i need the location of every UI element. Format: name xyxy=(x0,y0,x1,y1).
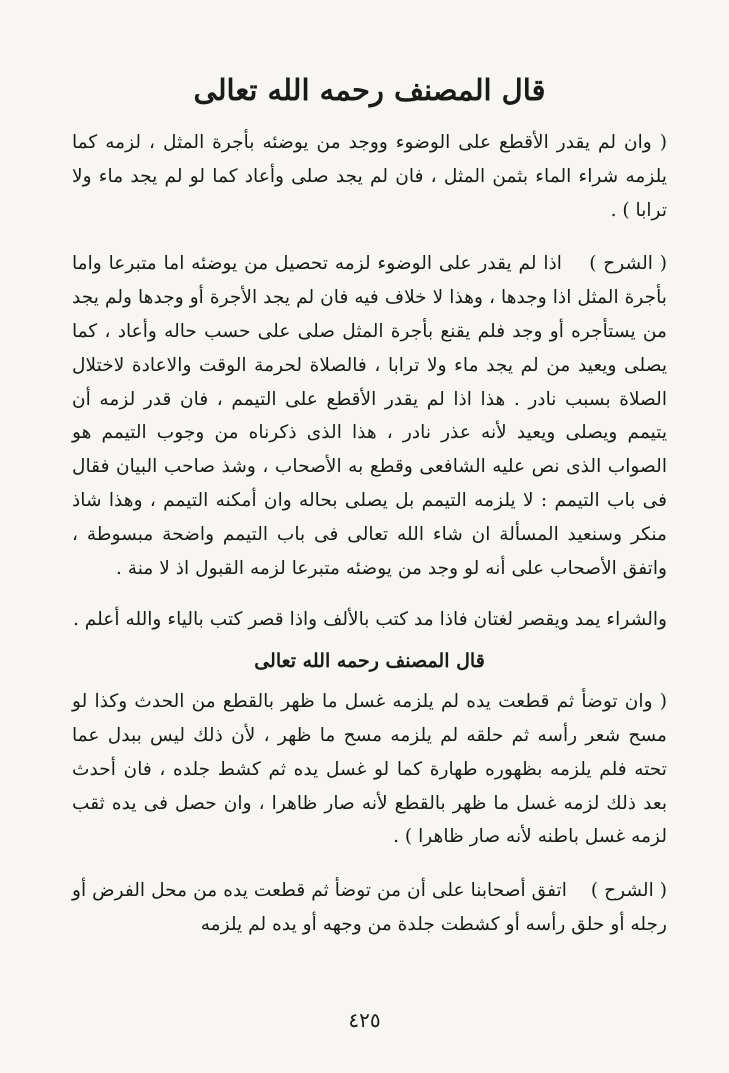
section-heading: قال المصنف رحمه الله تعالى xyxy=(193,73,546,107)
lugha-paragraph: والشراء يمد ويقصر لغتان فاذا مد كتب بالألف واذا قصر كتب بالياء والله أعلم . xyxy=(72,609,667,631)
matn-paragraph: ( وان توضأ ثم قطعت يده لم يلزمه غسل ما ظهر بالقطع من الحدث وكذا لو مسح شعر رأسه ثم حلقه لم يلزمه مسح ما ظهر ، لأن ذلك ليس ببدل عما تحته فلم يلزمه بظهوره طهارة كما لو غسل يده ثم كشط جلده ، فان أحدث بعد ذلك لزمه غسل ما ظهر بالقطع لأنه صار ظاهرا ، وان حصل فى يده ثقب لزمه غسل باطنه لأنه صار ظاهرا ) . xyxy=(72,691,667,848)
page-number: ٤٢٥ xyxy=(348,1008,381,1032)
sharh-text: اذا لم يقدر على الوضوء لزمه تحصيل من يوضئه اما متبرعا واما بأجرة المثل اذا وجدها ، وهذا لا خلاف فيه فان لم يجد الأجرة أو وجدها ولم يجد من يستأجره أو وجد فلم يقنع بأجرة المثل صلى على حسب حاله وأعاد ، كما يصلى ويعيد من لم يجد ماء ولا ترابا ، فالصلاة لحرمة الوقت والاعادة لاختلال الصلاة بسبب نادر . هذا اذا لم يقدر الأقطع على التيمم ، فان قدر لزمه أن يتيمم ويصلى ويعيد لأنه عذر نادر ، هذا الذى ذكرناه من وجوب التيمم هو الصواب الذى نص عليه الشافعى وقطع به الأصحاب ، وشذ صاحب البيان فقال فى باب التيمم : لا يلزمه التيمم بل يصلى بحاله وان أمكنه التيمم ، وهذا شاذ منكر وسنعيد المسألة ان شاء الله تعالى فى باب التيمم واضحة مبسوطة ، واتفق الأصحاب على أنه لو وجد من يوضئه متبرعا لزمه القبول اذ لا منة . xyxy=(72,253,667,579)
sharh-paragraph xyxy=(72,874,667,942)
sharh-text: اتفق أصحابنا على أن من توضأ ثم قطعت يده من محل الفرض أو رجله أو حلق رأسه أو كشطت جلدة من وجهه أو يده لم يلزمه xyxy=(72,880,667,935)
sharh-label: ( الشرح ) xyxy=(589,253,667,275)
matn-paragraph: ( وان لم يقدر الأقطع على الوضوء ووجد من يوضئه بأجرة المثل ، لزمه كما يلزمه شراء الماء بثمن المثل ، فان لم يجد صلى وأعاد كما لو لم يجد ماء ولا ترابا ) . xyxy=(72,132,667,221)
sharh-paragraph xyxy=(72,247,667,585)
sharh-label: ( الشرح ) xyxy=(590,880,667,902)
subsection-heading: قال المصنف رحمه الله تعالى xyxy=(254,650,485,673)
